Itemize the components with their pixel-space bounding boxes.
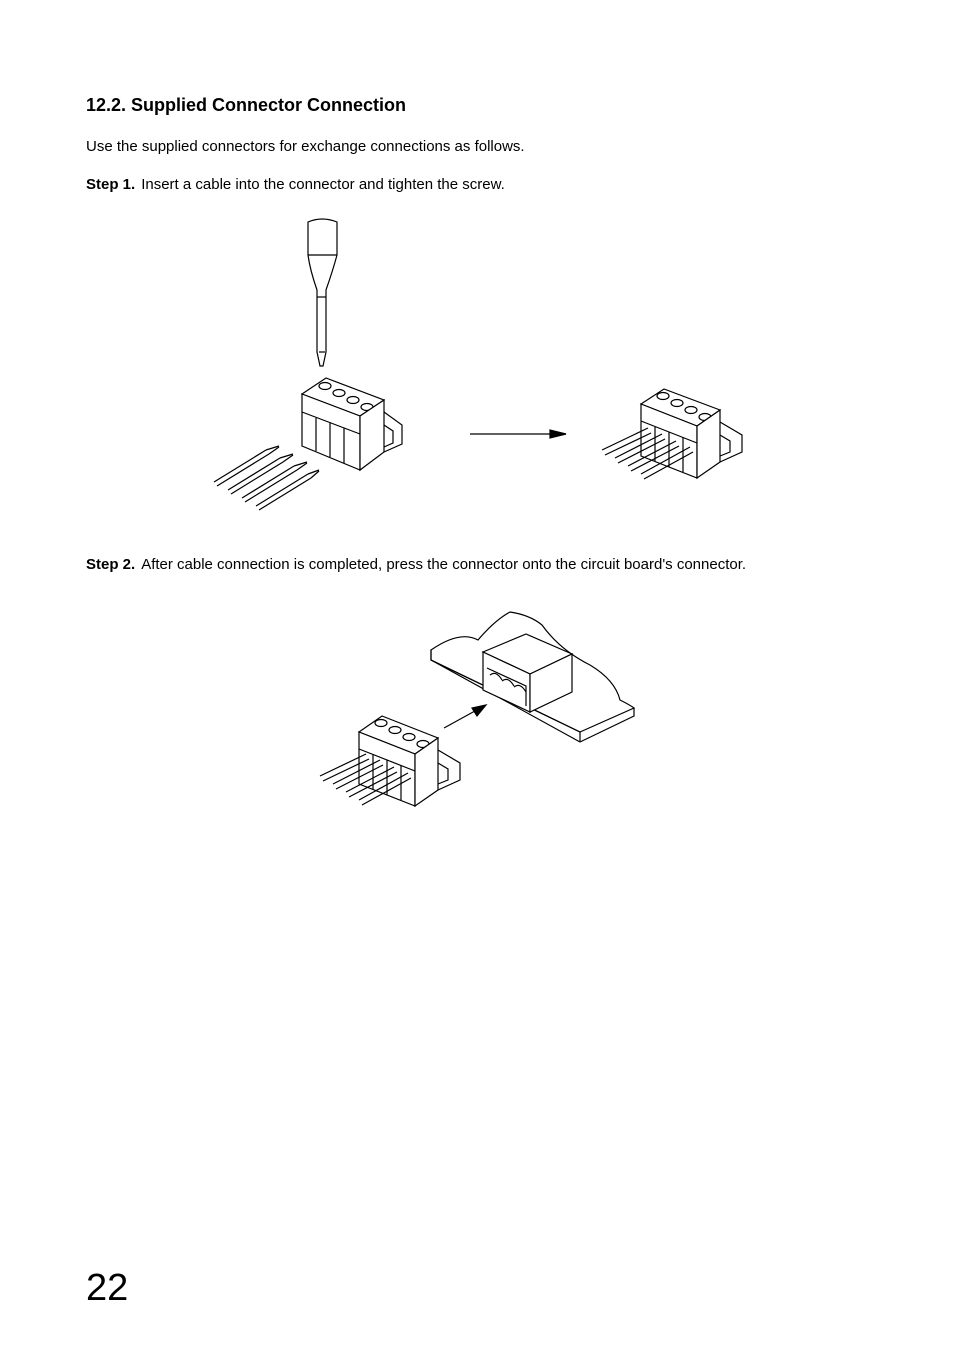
step-1: [86, 176, 505, 193]
arrow-diagonal-icon: [444, 705, 486, 728]
step-2-label: Step 2.: [86, 556, 136, 573]
step-2: [86, 556, 746, 573]
section-heading: 12.2. Supplied Connector Connection: [86, 95, 407, 115]
connector-open-icon: [302, 378, 402, 470]
intro-text: Use the supplied connectors for exchange connections as follows.: [86, 138, 525, 155]
loose-wires-icon: [214, 446, 319, 510]
step-2-illustration: [310, 605, 650, 810]
page-number: 22: [86, 1267, 129, 1309]
arrow-right-icon: [470, 430, 566, 438]
connector-with-wires-icon: [320, 716, 460, 806]
connector-assembled-icon: [602, 389, 742, 479]
step-1-label: Step 1.: [86, 176, 136, 193]
step-2-text: After cable connection is completed, press the connector onto the circuit board's connector.: [141, 556, 747, 573]
step-1-illustration: [200, 212, 760, 512]
step-1-text: Insert a cable into the connector and tighten the screw.: [141, 176, 505, 193]
screwdriver-icon: [308, 219, 337, 366]
